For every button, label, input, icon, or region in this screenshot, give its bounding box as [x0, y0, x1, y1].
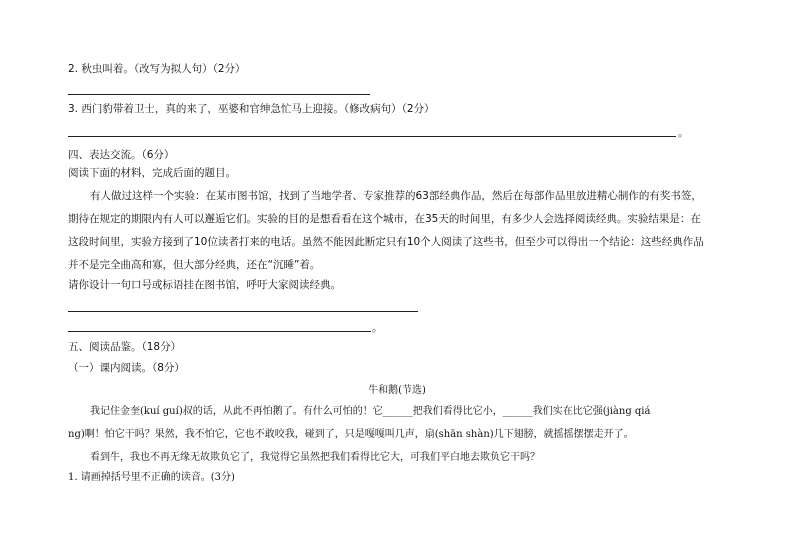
- question-3-answer-line[interactable]: [68, 136, 676, 137]
- article-passage-line-2: ng)啊！怕它干吗？果然，我不怕它，它也不敢咬我，碰到了，只是嘎嘎叫几声，扇(shān shàn)几下翅膀，就摇摇摆摆走开了。: [68, 429, 634, 440]
- section-4-instruction: 阅读下面的材料，完成后面的题目。: [68, 167, 236, 179]
- question-2-answer-line[interactable]: [68, 94, 370, 95]
- article-passage-line-1: 我记住金奎(kuí guí)叔的话，从此不再怕鹅了。有什么可怕的！它______把我们看得比它小，______我们实在比它强(jiàng qiá: [90, 406, 651, 417]
- section-5-title: 五、阅读品鉴。（18分）: [68, 341, 182, 353]
- section-4-passage-line-3: 这段时间里，实验方接到了10位读者打来的电话。虽然不能因此断定只有10个人阅读了这些书，但至少可以得出一个结论：这些经典作品: [68, 236, 704, 248]
- section-4-line-end: 。: [372, 322, 383, 334]
- section-4-task: 请你设计一句口号或标语挂在图书馆，呼吁大家阅读经典。: [68, 279, 341, 291]
- question-3-line-end: 。: [678, 127, 689, 139]
- section-5-subsection-1: （一）课内阅读。（8分）: [68, 362, 185, 374]
- section-4-answer-line-2[interactable]: [68, 331, 371, 332]
- section-4-title: 四、表达交流。（6分）: [68, 149, 175, 161]
- question-2-text: 2. 秋虫叫着。（改写为拟人句）（2分）: [68, 63, 246, 75]
- article-passage-line-3: 看到牛，我也不再无缘无故欺负它了，我觉得它虽然把我们看得比它大，可我们平白地去欺负它干吗？: [90, 452, 540, 463]
- article-title: 牛和鹅(节选): [368, 385, 426, 396]
- section-4-passage-line-1: 有人做过这样一个实验：在某市图书馆，找到了当地学者、专家推荐的63部经典作品，然后在每部作品里放进精心制作的有奖书签，: [90, 190, 702, 202]
- section-4-passage-line-4: 并不是完全曲高和寡，但大部分经典，还在“沉睡”着。: [68, 259, 321, 271]
- section-4-passage-line-2: 期待在规定的期限内有人可以邂逅它们。实验的目的是想看看在这个城市，在35天的时间里，有多少人会选择阅读经典。实验结果是：在: [68, 213, 701, 225]
- question-3-text: 3. 西门豹带着卫士，真的来了，巫婆和官绅急忙马上迎接。（修改病句）（2分）: [68, 103, 435, 115]
- question-1-text: 1. 请画掉括号里不正确的读音。(3分): [68, 472, 235, 483]
- section-4-answer-line-1[interactable]: [68, 311, 418, 312]
